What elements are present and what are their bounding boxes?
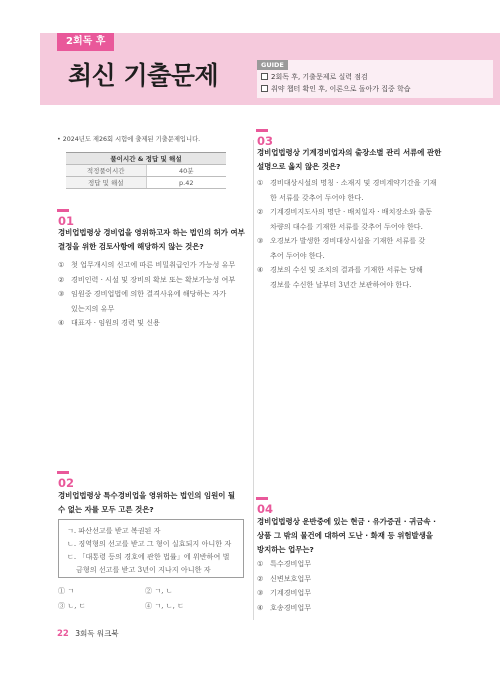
option-item[interactable]: ① 첫 업무개시의 신고에 따른 비밀취급인가 가능성 유무 xyxy=(58,260,236,269)
column-divider xyxy=(253,140,254,620)
question-text: 경비업법령상 특수경비업을 영위하는 법인의 임원이 될 수 없는 자를 모두 고른 것은? xyxy=(58,491,236,514)
info-table-header: 풀이시간 & 정답 및 해설 xyxy=(66,153,226,165)
guide-box xyxy=(257,60,493,98)
option-continuation: 경보를 수신한 날부터 3년간 보관하여야 한다. xyxy=(270,279,412,289)
question-text: 경비업법령상 운반중에 있는 현금 · 유가증권 · 귀금속 · 상품 그 밖의 물건에 대하여 도난 · 화재 등 위험발생을 방지하는 업무는? xyxy=(257,517,436,554)
option-item[interactable]: ③ 오경보가 발생한 경비대상시설을 기재한 서류를 갖 xyxy=(257,236,426,245)
info-label: 정답 및 해설 xyxy=(66,177,146,189)
page-number: 22 xyxy=(57,629,69,639)
option-item[interactable]: ① 경비대상시설의 명칭 · 소재지 및 경비계약기간을 기재 xyxy=(257,178,437,187)
option-continuation: 차량의 대수를 기재한 서류를 갖추어 두어야 한다. xyxy=(270,221,423,231)
page-title: 최신 기출문제 xyxy=(68,61,219,90)
question-text: 경비업법령상 기계경비업자의 출장소별 관리 서류에 관한 설명으로 옳지 않은 것은? xyxy=(257,148,442,171)
option-item[interactable]: ③ 기계경비업무 xyxy=(257,588,312,597)
choice-item[interactable]: ① ㄱ xyxy=(58,586,75,595)
guide-tag: GUIDE xyxy=(257,60,288,70)
option-continuation: 추어 두어야 한다. xyxy=(270,250,325,260)
guide-item: 취약 챕터 확인 후, 이론으로 돌아가 집중 학습 xyxy=(261,84,411,94)
intro-note: • 2024년도 제26회 시험에 출제된 기출문제입니다. xyxy=(57,136,201,143)
option-item[interactable]: ① 특수경비업무 xyxy=(257,559,312,568)
option-item[interactable]: ③ 임원중 경비업법에 의한 결격사유에 해당하는 자가 xyxy=(58,289,227,298)
choice-item[interactable]: ④ ㄱ, ㄴ, ㄷ xyxy=(145,601,184,610)
option-continuation: 한 서류를 갖추어 두어야 한다. xyxy=(270,192,364,202)
option-item[interactable]: ② 기계경비지도사의 명단 · 배치일자 · 배치장소와 출동 xyxy=(257,207,432,216)
checkbox-icon xyxy=(261,73,268,80)
option-item[interactable]: ② 경비인력 · 시설 및 장비의 확보 또는 확보가능성 여부 xyxy=(58,274,236,284)
option-list xyxy=(257,557,311,615)
choice-item[interactable]: ② ㄱ, ㄴ xyxy=(145,586,173,595)
option-item[interactable]: ② 신변보호업무 xyxy=(257,573,312,583)
question-number: 03 xyxy=(257,134,274,148)
page-footer xyxy=(57,628,119,639)
footer-title: 3회독 워크북 xyxy=(75,629,119,638)
info-label: 적정풀이시간 xyxy=(66,165,146,177)
question-number: 02 xyxy=(58,476,75,490)
option-item[interactable]: ④ 경보의 수신 및 조치의 결과를 기재한 서류는 당해 xyxy=(257,265,423,274)
option-item[interactable]: ④ 대표자 · 임원의 경력 및 신용 xyxy=(58,318,160,327)
checkbox-icon xyxy=(261,85,268,92)
info-value: p.42 xyxy=(146,177,226,189)
question-number: 01 xyxy=(58,214,75,228)
question-number: 04 xyxy=(257,502,274,516)
question-text: 경비업법령상 경비업을 영위하고자 하는 법인의 허가 여부 결정을 위한 검토사항에 해당하지 않는 것은? xyxy=(58,228,245,251)
round-tag: 2회독 후 xyxy=(57,33,114,51)
option-item[interactable]: ④ 호송경비업무 xyxy=(257,602,312,612)
option-list xyxy=(58,258,235,331)
guide-item: 2회독 후, 기출문제로 실력 점검 xyxy=(261,72,368,82)
choice-item[interactable]: ③ ㄴ, ㄷ xyxy=(58,601,86,610)
condition-box: ㄱ. 파산선고를 받고 복권된 자 ㄴ. 징역형의 선고를 받고 그 형이 실효되지 아니한 자 ㄷ. 「대통령 등의 경호에 관한 법률」에 위반하여 벌 금형의 선고를 받고 3년이 지나지 아니한 자 xyxy=(58,519,244,578)
option-list xyxy=(257,176,493,292)
info-value: 40분 xyxy=(146,165,226,177)
info-table xyxy=(66,152,226,189)
option-continuation: 있는지의 유무 xyxy=(71,303,115,313)
